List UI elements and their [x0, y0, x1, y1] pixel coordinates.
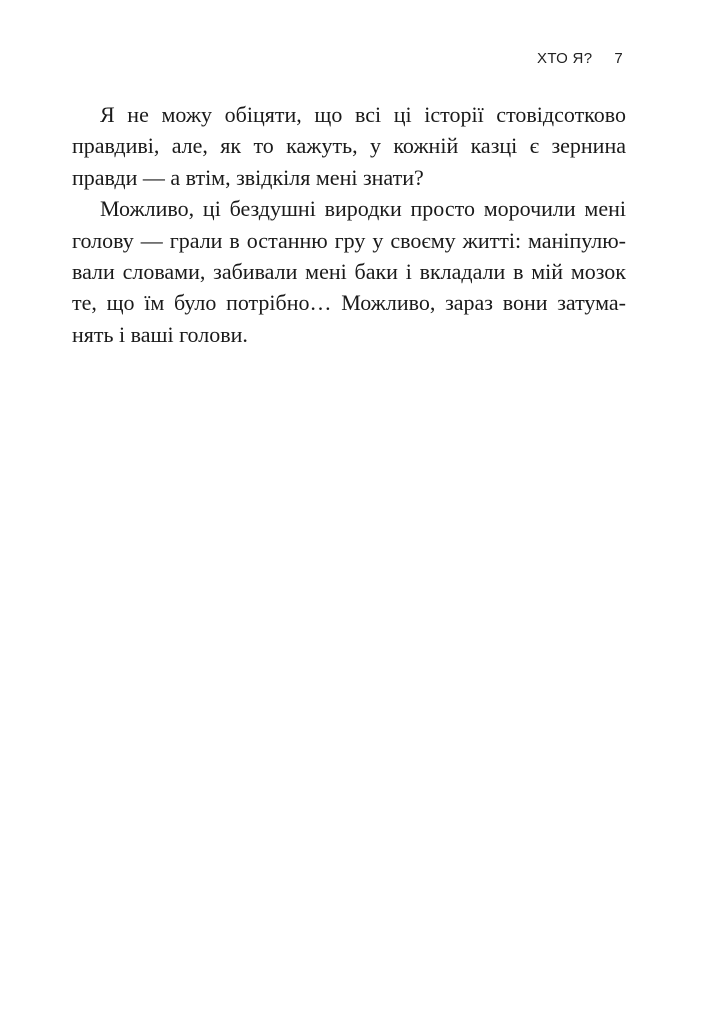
text-line: голову — грали в останню гру у своєму житті: маніпулю-: [72, 227, 626, 253]
text-line: Я не можу обіцяти, що всі ці історії стовідсотково: [100, 102, 626, 127]
chapter-title: ХТО Я?: [537, 50, 593, 67]
text-line: Можливо, ці бездушні виродки просто морочили мені: [100, 196, 626, 222]
text-line: те, що їм було потрібно… Можливо, зараз вони затума-: [72, 290, 626, 316]
body-text: [72, 99, 626, 350]
paragraph: [72, 99, 626, 193]
text-line: нять і ваші голови.: [72, 321, 248, 347]
paragraph: [72, 193, 626, 350]
running-head: [537, 50, 623, 67]
text-line: правдиві, але, як то кажуть, у кожній казці є зернина: [72, 133, 626, 159]
page-number: 7: [614, 50, 623, 67]
text-line: правди — а втім, звідкіля мені знати?: [72, 164, 424, 190]
text-line: вали словами, забивали мені баки і вкладали в мій мозок: [72, 259, 626, 285]
